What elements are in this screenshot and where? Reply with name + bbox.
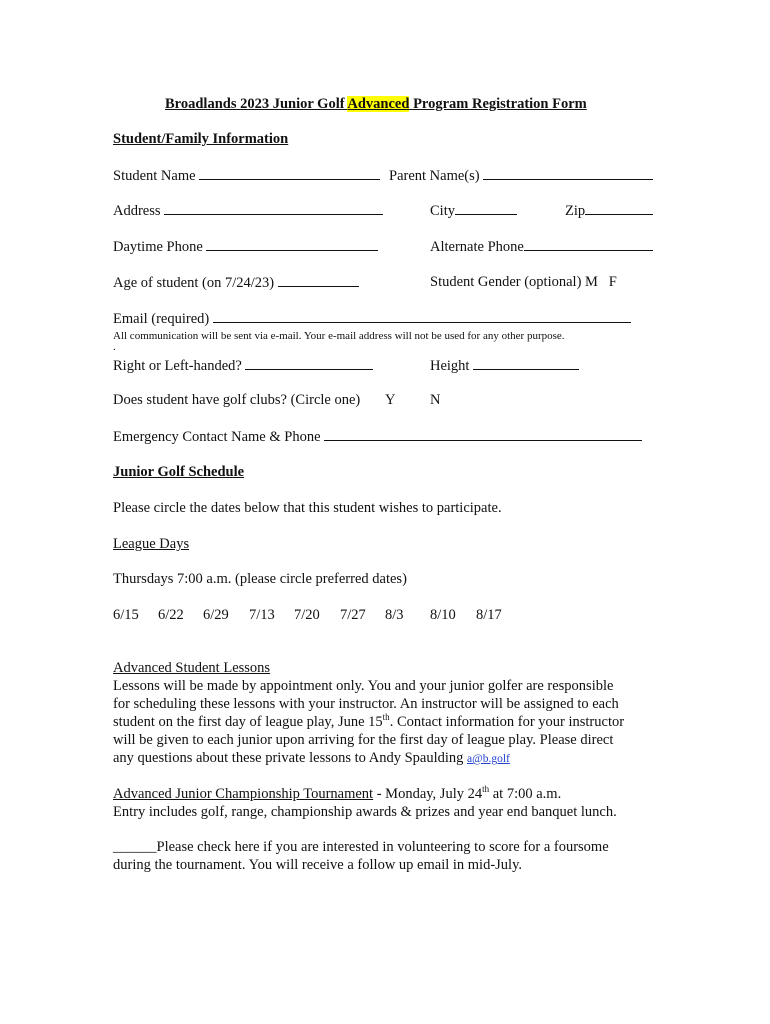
handed-row bbox=[113, 356, 373, 375]
daytime-phone-field[interactable] bbox=[206, 237, 378, 251]
city-label: City bbox=[430, 203, 455, 219]
zip-row bbox=[565, 201, 653, 220]
address-row bbox=[113, 201, 383, 220]
daytime-phone-label: Daytime Phone bbox=[113, 239, 203, 255]
emergency-field[interactable] bbox=[324, 427, 642, 441]
email-field[interactable] bbox=[213, 309, 631, 323]
age-label: Age of student (on 7/24/23) bbox=[113, 275, 275, 291]
schedule-heading: Junior Golf Schedule bbox=[113, 464, 245, 480]
date-option[interactable]: 6/22 bbox=[158, 607, 184, 623]
tournament-date-sup: th bbox=[482, 784, 490, 795]
volunteer-line bbox=[113, 838, 609, 856]
lessons-line5-text: any questions about these private lessons to Andy Spaulding bbox=[113, 750, 468, 766]
clubs-no-option[interactable]: N bbox=[430, 392, 441, 408]
lessons-line: will be given to each junior upon arriving for the first day of league play. Please direct bbox=[113, 732, 614, 748]
email-label: Email (required) bbox=[113, 311, 210, 327]
alternate-phone-row bbox=[430, 237, 653, 256]
lessons-line3-text: student on the first day of league play, June 15 bbox=[113, 714, 383, 730]
instructor-email-link[interactable]: a@b.golf bbox=[467, 753, 510, 765]
league-days-heading: League Days bbox=[113, 536, 190, 552]
emergency-row bbox=[113, 427, 642, 446]
email-note-dot: . bbox=[113, 341, 116, 353]
lessons-heading: Advanced Student Lessons bbox=[113, 660, 271, 676]
height-row bbox=[430, 356, 579, 375]
parent-names-label: Parent Name(s) bbox=[389, 168, 480, 184]
schedule-instruction: Please circle the dates below that this student wishes to participate. bbox=[113, 500, 502, 516]
tournament-date: - Monday, July 24 bbox=[373, 786, 483, 802]
alternate-phone-label: Alternate Phone bbox=[430, 239, 524, 255]
volunteer-line2: during the tournament. You will receive a follow up email in mid-July. bbox=[113, 857, 523, 873]
student-family-heading: Student/Family Information bbox=[113, 131, 289, 147]
email-note: All communication will be sent via e-mail. Your e-mail address will not be used for any other purpose. bbox=[113, 330, 565, 342]
height-field[interactable] bbox=[473, 356, 579, 370]
date-option[interactable]: 6/29 bbox=[203, 607, 229, 623]
lessons-line3-end: . Contact information for your instructor bbox=[389, 714, 625, 730]
tournament-entry: Entry includes golf, range, championship awards & prizes and year end banquet lunch. bbox=[113, 804, 617, 820]
city-field[interactable] bbox=[455, 201, 517, 215]
thursdays-line: Thursdays 7:00 a.m. (please circle preferred dates) bbox=[113, 571, 407, 587]
parent-names-field[interactable] bbox=[483, 166, 653, 180]
volunteer-text: Please check here if you are interested in volunteering to score for a foursome bbox=[156, 839, 609, 855]
tournament-time: at 7:00 a.m. bbox=[489, 786, 562, 802]
alternate-phone-field[interactable] bbox=[524, 237, 653, 251]
lessons-line bbox=[113, 713, 624, 731]
date-option[interactable]: 6/15 bbox=[113, 607, 139, 623]
handed-label: Right or Left-handed? bbox=[113, 358, 242, 374]
student-name-row bbox=[113, 166, 380, 185]
address-label: Address bbox=[113, 203, 161, 219]
address-field[interactable] bbox=[164, 201, 383, 215]
daytime-phone-row bbox=[113, 237, 378, 256]
city-row bbox=[430, 201, 517, 220]
lessons-line: for scheduling these lessons with your instructor. An instructor will be assigned to each bbox=[113, 696, 619, 712]
age-field[interactable] bbox=[278, 273, 359, 287]
date-option[interactable]: 7/20 bbox=[294, 607, 320, 623]
zip-label: Zip bbox=[565, 203, 586, 219]
date-option[interactable]: 7/27 bbox=[340, 607, 366, 623]
tournament-heading: Advanced Junior Championship Tournament bbox=[113, 786, 374, 802]
parent-names-row bbox=[389, 166, 653, 185]
gender-label[interactable]: Student Gender (optional) M F bbox=[430, 274, 617, 290]
zip-field[interactable] bbox=[585, 201, 653, 215]
student-name-field[interactable] bbox=[199, 166, 380, 180]
tournament-line bbox=[113, 785, 561, 803]
lessons-line: Lessons will be made by appointment only. You and your junior golfer are responsible bbox=[113, 678, 614, 694]
email-row bbox=[113, 309, 631, 328]
clubs-label: Does student have golf clubs? (Circle one) bbox=[113, 392, 361, 408]
form-title bbox=[165, 95, 587, 113]
emergency-label: Emergency Contact Name & Phone bbox=[113, 429, 321, 445]
date-option[interactable]: 7/13 bbox=[249, 607, 275, 623]
clubs-yes-option[interactable]: Y bbox=[385, 392, 396, 408]
date-option[interactable]: 8/10 bbox=[430, 607, 456, 623]
lessons-line bbox=[113, 749, 510, 768]
title-highlight: Advanced bbox=[347, 96, 410, 112]
height-label: Height bbox=[430, 358, 470, 374]
title-prefix: Broadlands 2023 Junior Golf bbox=[165, 96, 348, 112]
age-row bbox=[113, 273, 359, 292]
volunteer-checkbox-blank[interactable]: ______ bbox=[113, 839, 157, 855]
handed-field[interactable] bbox=[245, 356, 373, 370]
title-suffix: Program Registration Form bbox=[409, 96, 587, 112]
lessons-line3-sup: th bbox=[382, 712, 390, 723]
student-name-label: Student Name bbox=[113, 168, 196, 184]
date-option[interactable]: 8/17 bbox=[476, 607, 502, 623]
date-option[interactable]: 8/3 bbox=[385, 607, 404, 623]
